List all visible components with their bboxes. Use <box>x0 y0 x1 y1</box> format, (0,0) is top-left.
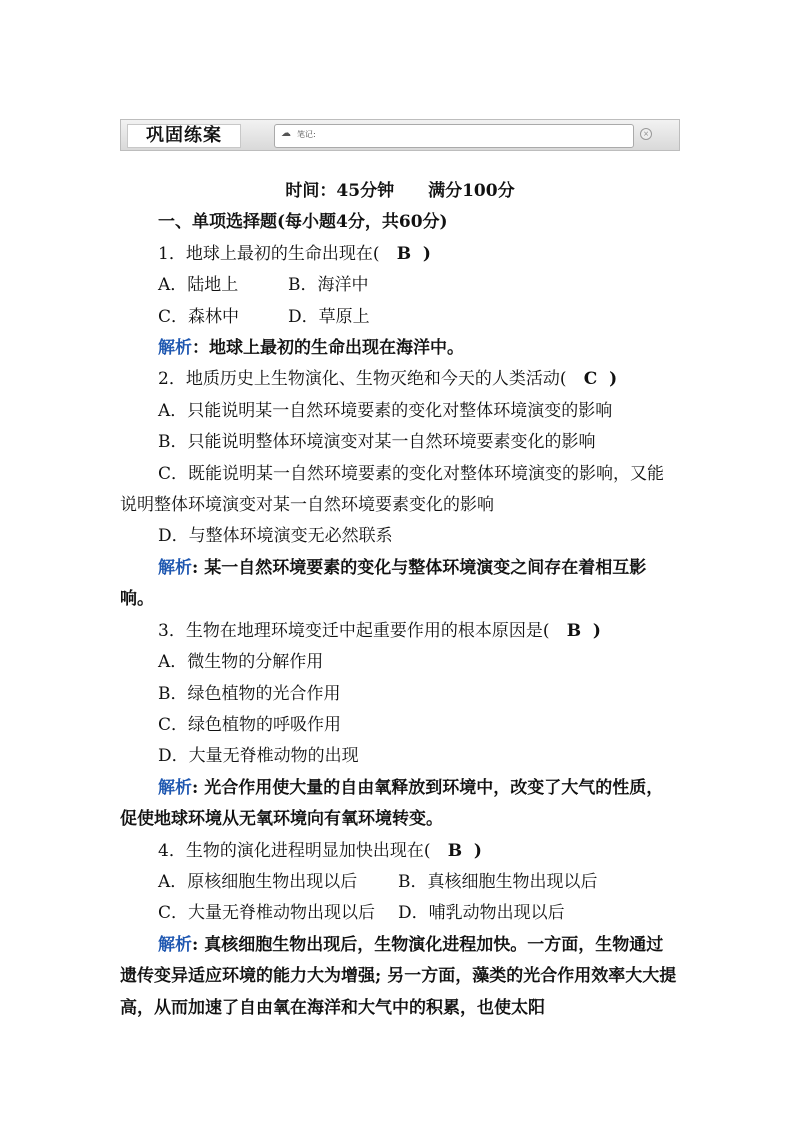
option-c: C．既能说明某一自然环境要素的变化对整体环境演变的影响，又能说明整体环境演变对某一自然环境要素变化的影响 <box>120 463 665 516</box>
note-input[interactable] <box>274 124 634 148</box>
analysis <box>120 930 680 1024</box>
question-2: 2．地质历史上生物演化、生物灭绝和今天的人类活动( C ) <box>158 369 618 390</box>
option-a: A．只能说明某一自然环境要素的变化对整体环境演变的影响 <box>158 400 613 421</box>
analysis <box>120 773 680 836</box>
question-3: 3．生物在地理环境变迁中起重要作用的根本原因是( B ) <box>158 620 601 641</box>
option-a: A．原核细胞生物出现以后 <box>158 871 358 892</box>
analysis-label: 解析 <box>158 557 192 578</box>
answer-letter: B <box>396 243 412 264</box>
analysis-label: 解析 <box>158 338 192 359</box>
analysis-text: : 光合作用使大量的自由氧释放到环境中，改变了大气的性质，促使地球环境从无氧环境向有氧环境转变。 <box>120 777 664 830</box>
analysis <box>120 333 680 364</box>
question-4: 4．生物的演化进程明显加快出现在( B ) <box>158 840 482 861</box>
option-c: C．大量无脊椎动物出现以后 <box>158 903 376 924</box>
option-b: B．只能说明整体环境演变对某一自然环境要素变化的影响 <box>158 432 596 453</box>
option-d: D．草原上 <box>288 306 370 327</box>
question-1: 1．地球上最初的生命出现在( B ) <box>158 243 431 264</box>
analysis-label: 解析 <box>158 777 192 798</box>
note-label: 笔记: <box>297 130 316 139</box>
options-row <box>120 270 680 301</box>
close-icon[interactable]: × <box>640 128 652 140</box>
document-body <box>120 176 680 1024</box>
exam-meta: 时间：45分钟 满分100分 <box>285 181 515 201</box>
answer-letter: C <box>583 369 598 390</box>
option-d: D．大量无脊椎动物的出现 <box>158 746 359 767</box>
option-b: B．海洋中 <box>288 275 369 296</box>
option-c: C．森林中 <box>158 306 240 327</box>
answer-letter: B <box>566 620 582 641</box>
option-d: D．哺乳动物出现以后 <box>398 903 565 924</box>
analysis <box>120 553 680 616</box>
options-row <box>120 302 680 333</box>
options-row <box>120 867 680 898</box>
question-stem: 2．地质历史上生物演化、生物灭绝和今天的人类活动( <box>158 369 567 390</box>
section-heading: 一、单项选择题(每小题4分，共60分) <box>158 212 448 233</box>
page-title: 巩固练案 <box>127 124 241 148</box>
option-a: A．微生物的分解作用 <box>158 652 324 673</box>
header-banner <box>120 119 680 151</box>
option-b: B．绿色植物的光合作用 <box>158 683 341 704</box>
question-stem: 3．生物在地理环境变迁中起重要作用的根本原因是( <box>158 620 550 641</box>
question-stem: 4．生物的演化进程明显加快出现在( <box>158 840 431 861</box>
cloud-icon: ☁ <box>281 128 291 139</box>
analysis-label: 解析 <box>158 934 192 955</box>
analysis-text: ：地球上最初的生命出现在海洋中。 <box>192 338 464 359</box>
option-d: D．与整体环境演变无必然联系 <box>158 526 393 547</box>
option-a: A．陆地上 <box>158 275 239 296</box>
analysis-text: : 某一自然环境要素的变化与整体环境演变之间存在着相互影响。 <box>120 557 647 610</box>
question-stem: 1．地球上最初的生命出现在( <box>158 243 380 264</box>
answer-letter: B <box>447 840 463 861</box>
options-row <box>120 898 680 929</box>
option-b: B．真核细胞生物出现以后 <box>398 871 598 892</box>
analysis-text: : 真核细胞生物出现后，生物演化进程加快。一方面，生物通过遗传变异适应环境的能力大为增强; 另一方面，藻类的光合作用效率大大提高，从而加速了自由氧在海洋和大气中的积累，也使太阳 <box>120 934 677 1018</box>
option-c: C．绿色植物的呼吸作用 <box>158 714 342 735</box>
